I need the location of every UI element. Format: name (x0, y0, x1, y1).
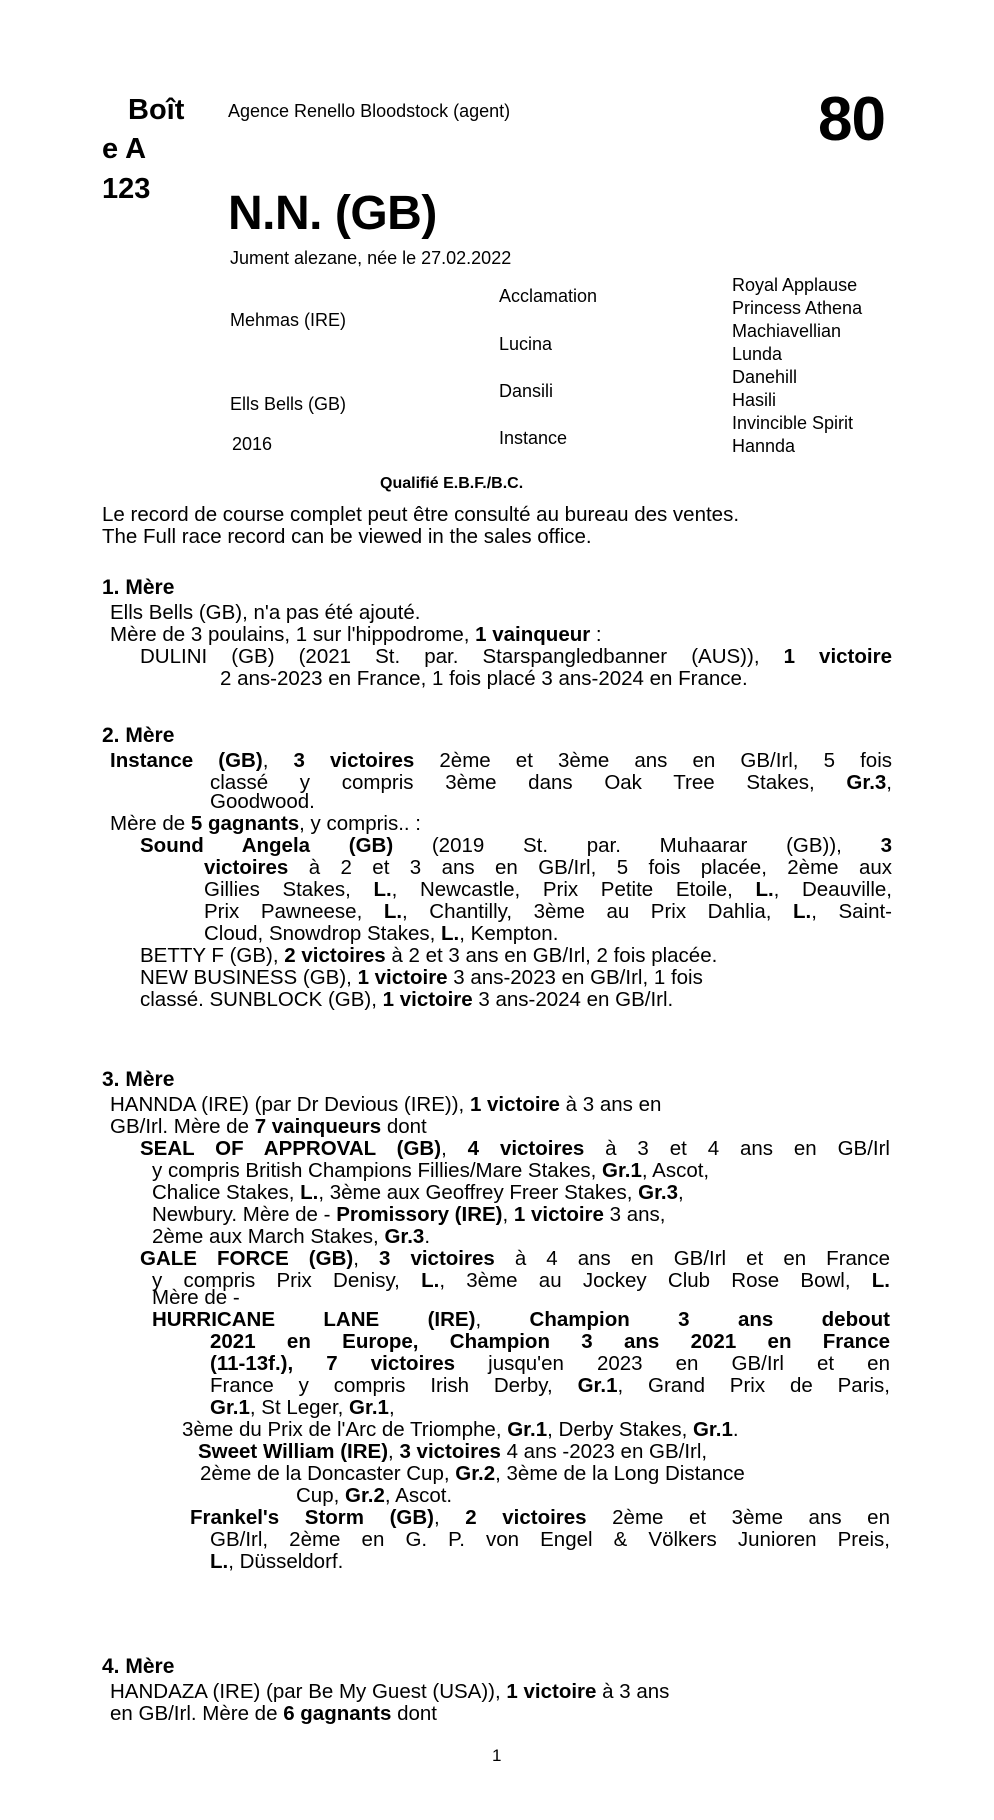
bold-text: Instance (GB) (110, 749, 263, 772)
pedigree-dam-year: 2016 (232, 434, 273, 454)
section-title: 4. Mère (102, 1655, 175, 1678)
bold-text: L. (441, 922, 460, 945)
bold-text: 3 victoires (399, 1440, 501, 1463)
text: 2 ans-2023 en France, 1 fois placé 3 ans-2024 en France. (220, 667, 748, 690)
bold-text: GALE FORCE (GB) (140, 1247, 354, 1270)
text: Cloud, Snowdrop Stakes, (204, 922, 442, 945)
record-line (204, 922, 558, 946)
text: , y compris.. : (299, 812, 422, 835)
record-line (152, 1269, 890, 1293)
lot-box-label-2: e A (102, 133, 147, 165)
bold-text: 1 victoire (357, 966, 448, 989)
record-line (210, 790, 315, 814)
record-line (110, 1702, 437, 1726)
pedigree-granddam-maternal: Instance (499, 428, 568, 448)
text: NEW BUSINESS (GB), (140, 966, 358, 989)
text: à 3 ans en (559, 1093, 662, 1116)
text: , Derby Stakes, (547, 1418, 693, 1441)
text: 4 ans -2023 en GB/Irl, (500, 1440, 708, 1463)
text: DULINI (GB) (2021 St. par. Starspangledbanner (AUS)), (140, 645, 784, 668)
text: GB/Irl, 2ème en G. P. von Engel & Völkers Junioren Preis, (210, 1528, 890, 1551)
text: , (262, 749, 294, 772)
text: à 3 ans (596, 1680, 670, 1703)
section-title: 2. Mère (102, 724, 175, 747)
bold-text: Gr.1 (349, 1396, 389, 1419)
bold-text: 2021 en Europe, Champion 3 ans 2021 en France (210, 1330, 890, 1353)
text: , (353, 1247, 379, 1270)
text: 3 ans, (603, 1203, 666, 1226)
text: Newbury. Mère de - (152, 1203, 337, 1226)
text: , Ascot, (641, 1159, 710, 1182)
notice-fr: Le record de course complet peut être consulté au bureau des ventes. (102, 503, 740, 526)
record-line (152, 1181, 684, 1205)
record-line (210, 1396, 395, 1420)
bold-text: 4 victoires (467, 1137, 585, 1160)
bold-text: victoires (204, 856, 289, 879)
text: y compris British Champions Fillies/Mare Stakes, (152, 1159, 602, 1182)
text: 3 ans-2024 en GB/Irl. (472, 988, 674, 1011)
text: 2ème et 3ème ans en (586, 1506, 890, 1529)
bold-text: Sweet William (IRE) (198, 1440, 389, 1463)
bold-text: Gr.2 (455, 1462, 496, 1485)
bold-text: 5 gagnants (190, 812, 300, 835)
text: , 3ème de la Long Distance (495, 1462, 745, 1485)
bold-text: (11-13f.), 7 victoires (210, 1352, 456, 1375)
bold-text: 1 victoire (469, 1093, 560, 1116)
bold-text: SEAL OF APPROVAL (GB) (140, 1137, 442, 1160)
bold-text: Gr.3 (846, 771, 887, 794)
text: en GB/Irl. Mère de (110, 1702, 284, 1725)
text: , (678, 1181, 684, 1204)
bold-text: Gr.1 (692, 1418, 733, 1441)
text: 2ème et 3ème ans en GB/Irl, 5 fois (414, 749, 892, 772)
bold-text: 1 vainqueur (475, 623, 591, 646)
text: , Ascot. (384, 1484, 453, 1507)
text: à 3 et 4 ans en GB/Irl (584, 1137, 890, 1160)
bold-text: 1 victoire (783, 645, 892, 668)
text: France y compris Irish Derby, (210, 1374, 578, 1397)
pedigree-ggp: Royal Applause (732, 275, 858, 295)
text: , (388, 1396, 395, 1419)
bold-text: Gr.3 (638, 1181, 679, 1204)
bold-text: Champion 3 ans debout (529, 1308, 890, 1331)
text: Mère de - (152, 1286, 240, 1309)
text: , (441, 1137, 468, 1160)
bold-text: 2 victoires (465, 1506, 587, 1529)
record-line (152, 1159, 709, 1183)
record-line (140, 966, 703, 990)
record-line (210, 1528, 890, 1552)
bold-text: Sound Angela (GB) (140, 834, 394, 857)
bold-text: Promissory (IRE) (336, 1203, 503, 1226)
record-line (210, 1352, 890, 1376)
bold-text: 3 victoires (293, 749, 415, 772)
bold-text: HURRICANE LANE (IRE) (152, 1308, 476, 1331)
text: Ells Bells (GB), n'a pas été ajouté. (110, 601, 421, 624)
pedigree-dam: Ells Bells (GB) (230, 394, 347, 414)
record-line (110, 1093, 661, 1117)
lot-box-label-1: Boît (128, 94, 185, 126)
qualification: Qualifié E.B.F./B.C. (380, 475, 524, 492)
record-line (110, 1115, 427, 1139)
bold-text: Gr.1 (577, 1374, 618, 1397)
text: BETTY F (GB), (140, 944, 285, 967)
bold-text: Gr.1 (507, 1418, 548, 1441)
record-line (210, 1330, 890, 1354)
text: à 2 et 3 ans en GB/Irl, 5 fois placée, 2ème aux (288, 856, 892, 879)
bold-text: Gr.3 (384, 1225, 425, 1248)
bold-text: Gr.2 (345, 1484, 385, 1507)
record-line (204, 878, 892, 902)
text: 2ème de la Doncaster Cup, (200, 1462, 456, 1485)
bold-text: L. (755, 878, 774, 901)
text: , Chantilly, 3ème au Prix Dahlia, (402, 900, 793, 923)
vendor-name: Agence Renello Bloodstock (agent) (228, 101, 511, 121)
bold-text: 7 vainqueurs (254, 1115, 382, 1138)
record-line (140, 988, 673, 1012)
record-line (140, 944, 717, 968)
bold-text: L. (373, 878, 392, 901)
bold-text: 6 gagnants (283, 1702, 392, 1725)
pedigree-ggp: Machiavellian (732, 321, 842, 341)
pedigree-ggp: Invincible Spirit (732, 413, 854, 433)
record-line (210, 1550, 343, 1574)
text: Chalice Stakes, (152, 1181, 301, 1204)
text: , (502, 1203, 514, 1226)
lot-box-number: 123 (102, 173, 151, 205)
text: HANNDA (IRE) (par Dr Devious (IRE)), (110, 1093, 470, 1116)
text: y compris Prix Denisy, (152, 1269, 422, 1292)
record-line (110, 812, 421, 836)
notice-en: The Full race record can be viewed in the sales office. (102, 525, 592, 548)
record-line (110, 601, 420, 625)
record-line (152, 1203, 666, 1227)
record-line (204, 900, 892, 924)
text: Prix Pawneese, (204, 900, 384, 923)
text: , 3ème aux Geoffrey Freer Stakes, (318, 1181, 639, 1204)
pedigree-ggp: Princess Athena (732, 298, 863, 318)
pedigree-granddam-paternal: Lucina (499, 334, 553, 354)
text: GB/Irl. Mère de (110, 1115, 255, 1138)
record-line (110, 749, 892, 773)
pedigree-sire: Mehmas (IRE) (230, 310, 347, 330)
text: , 3ème au Jockey Club Rose Bowl, (439, 1269, 872, 1292)
lot-number: 80 (818, 85, 885, 154)
record-line (200, 1462, 745, 1486)
record-line (152, 1225, 430, 1249)
text: . (732, 1418, 739, 1441)
record-line (152, 1308, 890, 1332)
text: , (886, 771, 892, 794)
bold-text: L. (421, 1269, 440, 1292)
pedigree-ggp: Hannda (732, 436, 796, 456)
bold-text: Gr.1 (602, 1159, 642, 1182)
record-line (204, 856, 892, 880)
text: à 2 et 3 ans en GB/Irl, 2 fois placée. (385, 944, 718, 967)
text: Cup, (296, 1484, 345, 1507)
bold-text: L. (871, 1269, 890, 1292)
text: HANDAZA (IRE) (par Be My Guest (USA)), (110, 1680, 507, 1703)
text: classé y compris 3ème dans Oak Tree Stakes, (210, 771, 847, 794)
text: , (475, 1308, 530, 1331)
text: (2019 St. par. Muhaarar (GB)), (393, 834, 881, 857)
bold-text: Frankel's Storm (GB) (190, 1506, 434, 1529)
text: , St Leger, (249, 1396, 350, 1419)
record-line (296, 1484, 452, 1508)
record-line (140, 645, 892, 669)
text: classé. SUNBLOCK (GB), (140, 988, 383, 1011)
text: 3 ans-2023 en GB/Irl, 1 fois (447, 966, 703, 989)
record-line (190, 1506, 890, 1530)
text: : (590, 623, 602, 646)
text: dont (381, 1115, 427, 1138)
text: 3ème du Prix de l'Arc de Triomphe, (182, 1418, 508, 1441)
text: , Grand Prix de Paris, (617, 1374, 890, 1397)
bold-text: L. (383, 900, 403, 923)
text: , Kempton. (459, 922, 559, 945)
text: , (433, 1506, 466, 1529)
text: Mère de 3 poulains, 1 sur l'hippodrome, (110, 623, 476, 646)
pedigree-ggp: Lunda (732, 344, 783, 364)
record-line (210, 1374, 890, 1398)
text: , Düsseldorf. (228, 1550, 344, 1573)
horse-description: Jument alezane, née le 27.02.2022 (230, 248, 512, 268)
text: . (424, 1225, 431, 1248)
text: , (388, 1440, 400, 1463)
text: , Deauville, (773, 878, 892, 901)
section-title: 3. Mère (102, 1068, 175, 1091)
text: dont (391, 1702, 438, 1725)
text: à 4 ans en GB/Irl et en France (494, 1247, 890, 1270)
bold-text: 1 victoire (506, 1680, 597, 1703)
record-line (140, 1137, 890, 1161)
record-line (182, 1418, 739, 1442)
text: Mère de (110, 812, 191, 835)
pedigree-ggp: Danehill (732, 367, 798, 387)
page-number: 1 (492, 1746, 502, 1765)
record-line (198, 1440, 707, 1464)
text: , Newcastle, Prix Petite Etoile, (391, 878, 756, 901)
text: Gillies Stakes, (204, 878, 374, 901)
record-line (110, 623, 602, 647)
bold-text: L. (793, 900, 812, 923)
text: 2ème aux March Stakes, (152, 1225, 385, 1248)
horse-name: N.N. (GB) (228, 187, 437, 240)
bold-text: 2 victoires (284, 944, 386, 967)
bold-text: 3 (880, 834, 892, 857)
bold-text: L. (210, 1550, 229, 1573)
record-line (140, 834, 892, 858)
pedigree-ggp: Hasili (732, 390, 777, 410)
record-line (220, 667, 748, 691)
text: jusqu'en 2023 en GB/Irl et en (455, 1352, 890, 1375)
pedigree-grandsire-maternal: Dansili (499, 381, 554, 401)
bold-text: Gr.1 (210, 1396, 250, 1419)
record-line (152, 1286, 240, 1310)
text: Goodwood. (210, 790, 315, 813)
bold-text: L. (300, 1181, 319, 1204)
bold-text: 3 victoires (378, 1247, 495, 1270)
record-line (110, 1680, 669, 1704)
bold-text: 1 victoire (513, 1203, 604, 1226)
bold-text: 1 victoire (382, 988, 473, 1011)
pedigree-grandsire-paternal: Acclamation (499, 286, 598, 306)
record-line (140, 1247, 890, 1271)
section-title: 1. Mère (102, 576, 175, 599)
text: , Saint- (811, 900, 893, 923)
